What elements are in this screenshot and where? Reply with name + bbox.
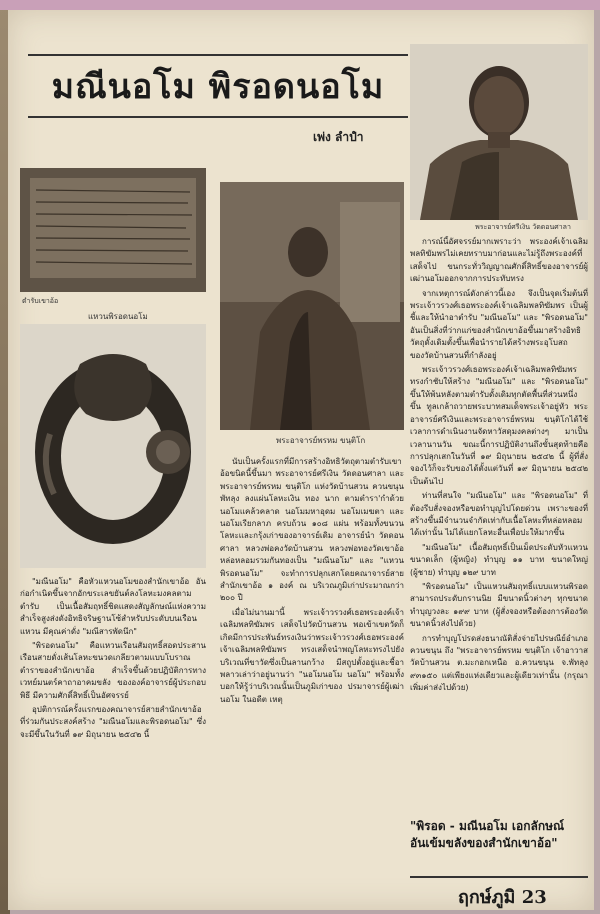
- ring-photo: [20, 324, 206, 568]
- slogan-line: อันเข้มขลังของสำนักเขาอ้อ": [410, 836, 558, 850]
- caption-monk-middle: พระอาจารย์พรหม ขนฺติโก: [276, 436, 366, 445]
- caption-ring: แหวนพิรอดนอโม: [88, 312, 148, 321]
- article-title-box: [28, 54, 408, 118]
- slogan-box: [410, 818, 590, 852]
- monk-portrait-top-image: [410, 44, 588, 220]
- text-leaf-image: [20, 168, 206, 292]
- paragraph: "พิรอดนอโม" คือแหวนเรือนสัมฤทธิ์สอดประสานเรือนสายดั่งเส้นโลหะขนวดเกลียวตามแบบโบราณตำราของสำนักเขาอ้อ สำเร็จขึ้นด้วยปฏิบัติการทางเวทย์มนตร์คาถาอาคมขลัง ขององค์อาจารย์ผู้ประกอบพิธี มีความศักดิ์สิทธิ์เป็นอัศจรรย์: [20, 641, 206, 700]
- article-author: เพ่ง ลำปำ: [313, 130, 364, 144]
- monk-portrait-middle-image: [220, 182, 404, 430]
- paragraph: การทำบุญโปรดส่งธนาณัติสั่งจ่ายไปรษณีย์อำเภอควนขนุน ถึง "พระอาจารย์พรหม ขนฺติโก เจ้าอาวาสวัดบ้านสวน ต.มะกอกเหนือ อ.ควนขนุน จ.พัทลุง ๙๓๑๕๐ แต่เพียงแห่งเดียวและผู้เดียวเท่านั้น (กรุณาเพิ่มค่าส่งไปด้วย): [410, 633, 588, 693]
- ring-image: [20, 324, 206, 568]
- magazine-name: ฤกษ์ภูมิ: [458, 887, 516, 908]
- paragraph: เมื่อไม่นานมานี้ พระเจ้าวรวงศ์เธอพระองค์เจ้าเฉลิมพลทิฆัมพร เสด็จไปวัดบ้านสวน พอเข้าเขตวัดก็เกิดมีการประพันธ์ทรงเงินว่าพระเจ้าวรวงศ์เธอพระองค์เจ้าเฉลิมพลทิฆัมพร ทรงเสด็จนำพญโลหะทรงไปยังบริเวณที่ขาวัดซึ่งเป็นลานกว้าง มีสถูปตั้งอยู่และชี้อาพลาวเล่าว่าอยู่นานว่า "นอโมนอโม นอโม" พร้อมทั้งบอกให้รู้ว่าบริเวณนั้นเป็นภูมิเก่าของ ปรมาจารย์ผู้เฒ่านอโม ในอดีต เหตุ: [220, 607, 404, 704]
- monk-portrait-top: [410, 44, 588, 220]
- paragraph: "มณีนอโม" เนื้อสัมฤทธิ์เป็นเม็ดประดับหัวแหวนขนาดเล็ก (ผู้หญิง) ทำบุญ ๑๑ บาท ขนาดใหญ่ (ผู้ชาย) ทำบุญ ๑๒๙ บาท: [410, 542, 588, 577]
- paragraph: "พิรอดนอโม" เป็นแหวนสัมฤทธิ์แบบแหวนพิรอด สามารถประดับกรานนิย มีขนาดนิ้วต่างๆ ทุกขนาด ทำบุญวงละ ๑๙๙ บาท (ผู้สั่งจองหรือต้องการต้องวัดขนาดนิ้วส่งไปด้วย): [410, 581, 588, 629]
- monk-portrait-middle: [220, 182, 404, 430]
- top-strip: [0, 0, 600, 10]
- paragraph: การณ์นี้อัศจรรย์มากเพราะว่า พระองค์เจ้าเฉลิมพลทิฆัมพรไม่เคยทราบมาก่อนและไม่รู้ถึงพระองค์ที่เสด็จไป ขนกระทั่ววิญญาณศักดิ์สิทธิ์ของอาจารย์ผู้เฒ่านอโมออกจากการประทับทรง: [410, 237, 588, 284]
- paragraph: จากเหตุการณ์ดังกล่าวนี้เอง จึงเป็นจุดเริ่มต้นที่พระเจ้าวรวงศ์เธอพระองค์เจ้าเฉลิมพลทิฆัมพร เป็นผู้ชี้และให้นำอาตำรับ "มณีนอโม" และ "พิรอดนอโม" อันเป็นสิ่งที่ว่ากแก่ของสำนักเขาอ้อขึ้นมาสร้างอิทธิวัตถุดั้งเดิมตั้งขึ้นเพื่อนำรายได้สร้างพระอุโบสถของวัดบ้านสวนที่กำลังอยู่: [410, 288, 588, 360]
- paragraph: พระเจ้าวรวงศ์เธอพระองค์เจ้าเฉลิมพลทิฆัมพร ทรงกำชับให้สร้าง "มณีนอโม" และ "พิรอดนอโม" ขึ้นให้พ้นหลังตามตำรับดั้งเดิมทุกตัดพื้นที่ส่วนหนึ่งขึ้น ทูลเกล้าถวายพระบาทสมเด็จพระเจ้าอยู่หัว พระอาจารย์ศรีเงินและพระอาจารย์พรหม ขนฺติโกได้ใช้เวลาการดำเนินงานจัดหาวัสดุมงคลต่างๆ มาเป็นเวลานานวัน ขณะนี้การปฏิบัติงานถึงขั้นสุดท้ายคือการปลุกเสกในวันที่ ๑๙ มิถุนายน ๒๕๔๒ นี้ ผู้ที่สั่งจองไว้ก็จะรับของได้ตั้งแต่วันที่ ๑๙ มิถุนายน ๒๕๔๒ เป็นต้นไป: [410, 365, 588, 486]
- paragraph: นับเป็นครั้งแรกที่มีการสร้างอิทธิวัตถุตามตำรับเขาอ้อขนิดนี้ขึ้นมา พระอาจารย์ศรีเงิน วัดดอนศาลา และพระอาจารย์พรหม ขนฺติโก แห่งวัดบ้านสวน ควนขนุน พัทลุง ลงแผ่นโลหะเงิน ทอง นาก ตามตำรา'กำด้วย นอโมแคล้วคลาด นอโมมหาอุดม นอโมเมฆตา และนอโมเรียกลาภ ครบถ้วน ๑๐๘ แผ่น พร้อมทั้งขนวนโลหะและกรุ้งเก่าของอาจารย์เดิม อาจารย์นำ วัดดอนศาลา หลวงพ่อคงวัดบ้านสวน หลวงพ่อทองวัดเขาอ้อ หล่อหลอมรวมกันทองเป็น "มณีนอโม" และ "แหวนพิรอดนอโม" จะทำการปลุกเสกโดยคณาจารย์สายสำนักเขาอ้อ ๑ องค์ ณ บริเวณภูมิเก่าประมาณกว่า ๒๐๐ ปี: [220, 457, 404, 603]
- page-number: 23: [521, 887, 547, 908]
- column-right: [410, 236, 588, 814]
- paragraph: อุปติการณ์ครั้งแรกของคณาจารย์สายสำนักเขาอ้อที่ร่วมกันประสงค์สร้าง "มณีนอโมและพิรอดนอโม" ซึ่งจะมีขึ้นในวันที่ ๑๙ มิถุนายน ๒๕๔๒ นี้: [20, 705, 206, 739]
- text-leaf-photo: [20, 168, 206, 292]
- slogan-line: "พิรอด - มณีนอโม เอกลักษณ์: [410, 819, 565, 833]
- caption-monk-top: พระอาจารย์ศรีเงิน วัดดอนศาลา: [475, 223, 571, 231]
- magazine-page: [8, 10, 594, 910]
- page-footer: [458, 882, 547, 910]
- column-left: [20, 576, 206, 876]
- caption-text-leaf: ตำรับเขาอ้อ: [22, 297, 59, 305]
- paragraph: ท่านที่สนใจ "มณีนอโม" และ "พิรอดนอโม" ที่ต้องรีบสั่งจองหรือขอทำบุญไปโดยด่วน เพราะของที่สร้างขึ้นมีจำนวนจำกัดเท่ากับเนื้อโลหะที่หล่อหลอมได้เท่านั้น ไม่ได้แยกโลหะอื่นเพื่อปะให้มากขึ้น: [410, 491, 588, 538]
- article-title: มณีนอโม พิรอดนอโม: [51, 67, 385, 107]
- column-middle: [220, 456, 404, 876]
- paragraph: "มณีนอโม" คือหัวแหวนอโมของสำนักเขาอ้อ อันก่อกำเนิดขึ้นจากอักขระเลขยันต์ลงโลหะมงคลตามตำรับ เป็นเนื้อสัมฤทธิ์ชิดแสดงสัญลักษณ์แห่งความสำเร็จสูงส่งดังอิทธิจริษฐานโซ้สำหรับประดับบนเรือนแหวน มีคุณค่าดั่ง "มณีสารพัดนึก": [20, 577, 206, 636]
- footer-rule: [410, 876, 588, 878]
